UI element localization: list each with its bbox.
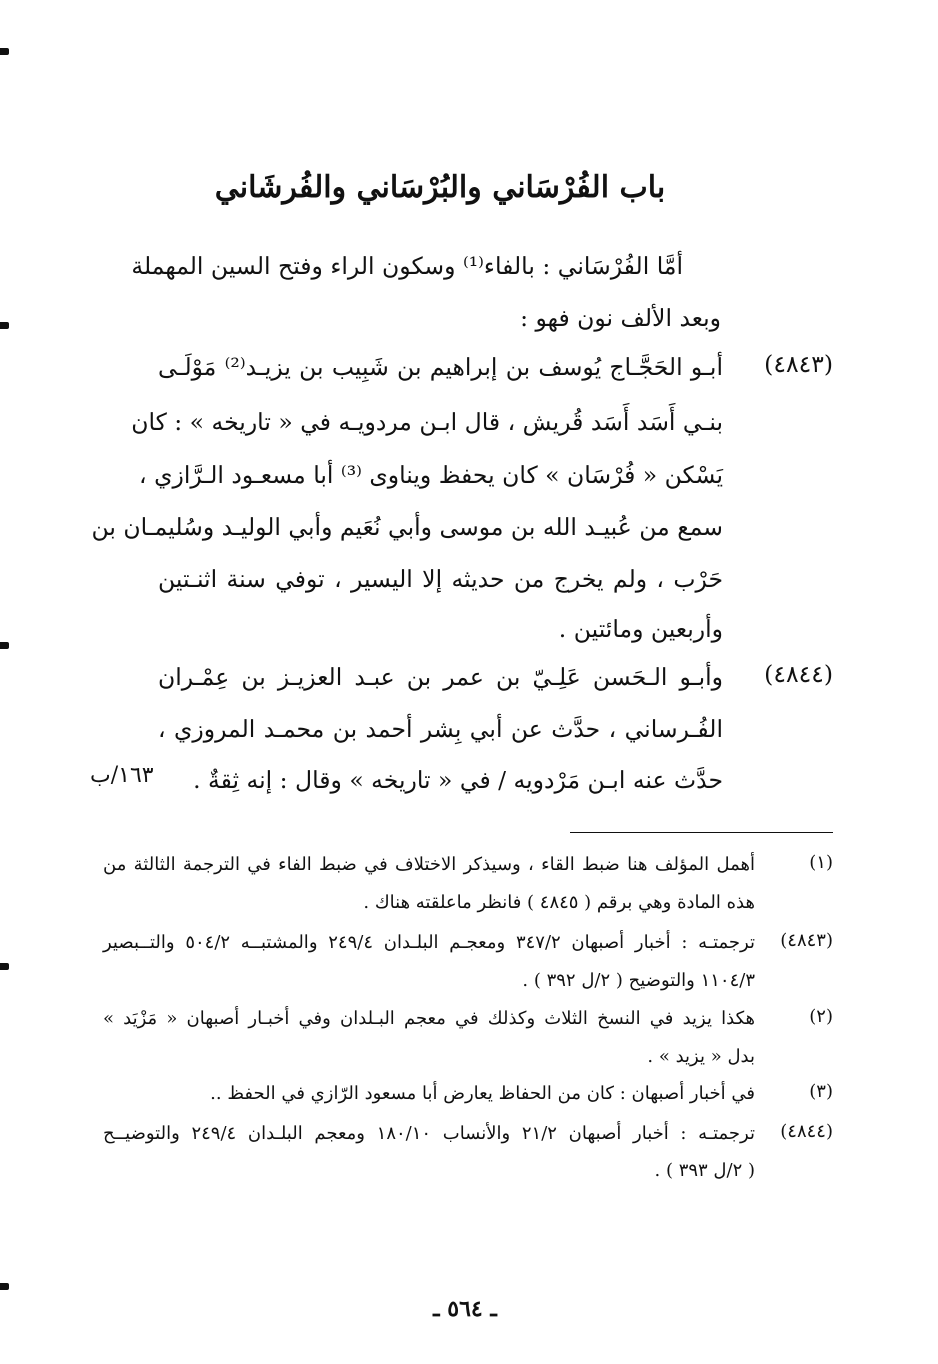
- margin-folio-note: ١٦٣/ب: [90, 763, 154, 788]
- chapter-title: باب الفُرْسَاني والبُرْسَاني والفُرشَاني: [214, 170, 666, 205]
- footnote-line: في أخبار أصبهان : كان من الحفاظ يعارض أبا مسعود الرّازي في الحفظ ..: [210, 1083, 755, 1104]
- intro-line: وبعد الألف نون فهو :: [520, 304, 721, 332]
- footnote-line: هذه المادة وهي برقم ( ٤٨٤٥ ) فانظر ماعلقته هناك .: [363, 892, 755, 913]
- edge-mark: [0, 1283, 9, 1290]
- footnote-line: ترجمتـه : أخبار أصبهان ٢١/٢ والأنساب ١٨٠/١٠ ومعجم البلـدان ٢٤٩/٤ والتوضيــح: [103, 1123, 756, 1144]
- footnote-line: ترجمتـه : أخبار أصبهان ٣٤٧/٢ ومعجـم البلـدان ٢٤٩/٤ والمشتبــه ٥٠٤/٢ والتــبصير: [103, 932, 755, 953]
- page-number: ـ ٥٦٤ ـ: [433, 1296, 497, 1322]
- footnote-line: أهمل المؤلف هنا ضبط القاء ، وسيذكر الاختلاف في ضبط الفاء في الترجمة الثالثة من: [103, 854, 755, 875]
- footnote-marker: (٣): [809, 1081, 833, 1102]
- footnote-line: ( ٢/ل ٣٩٣ ) .: [654, 1160, 755, 1181]
- footnote-marker: (٤٨٤٤): [780, 1121, 833, 1142]
- edge-mark: [0, 963, 9, 970]
- edge-mark: [0, 48, 9, 55]
- entry-number: (٤٨٤٣): [764, 350, 833, 378]
- entry-line: وأربعين ومائتين .: [558, 615, 723, 643]
- edge-mark: [0, 642, 9, 649]
- entry-line: يَسْكن « فُرْسَان » كان يحفظ ويناوى ⁽³⁾ أبا مسعـود الـرَّازي ،: [139, 461, 723, 489]
- entry-line: الفُـرساني ، حدَّث عن أبي بِشر أحمد بن محمـد المروزي ،: [158, 715, 723, 743]
- footnote-marker: (٢): [809, 1006, 833, 1027]
- footnote-separator: [570, 832, 833, 833]
- entry-line: أبـو الحَجَّـاج يُوسف بن إبراهيم بن شَبِيب بن يزيـد⁽²⁾ مَوْلَـى: [158, 353, 723, 381]
- entry-number: (٤٨٤٤): [764, 660, 833, 688]
- entry-line: وأبـو الـحَسن عَلِـيّ بن عمر بن عبـد العزيـز بن عِمْـران: [158, 663, 723, 691]
- edge-mark: [0, 322, 9, 329]
- entry-line: سمع من عُبيـد الله بن موسى وأبي نُعَيم وأبي الوليـد وسُليمـان بن: [91, 513, 723, 541]
- entry-line: بنـي أَسَد أَسَد قُريش ، قال ابـن مردويـه في « تاريخه » : كان: [131, 408, 723, 436]
- intro-line: أمَّا الفُرْسَاني : بالفاء⁽¹⁾ وسكون الراء وفتح السين المهملة: [131, 252, 683, 280]
- entry-line: حَرْب ، ولم يخرج من حديثه إلا اليسير ، توفي سنة اثنـتين: [158, 565, 723, 593]
- entry-line: حدَّث عنه ابـن مَرْدويه / في « تاريخه » وقال : إنه ثِقةٌ .: [193, 766, 723, 794]
- footnote-marker: (٤٨٤٣): [780, 930, 833, 951]
- footnote-line: بدل « يزيد » .: [647, 1046, 755, 1067]
- footnote-line: ١١٠٤/٣ والتوضيح ( ٢/ل ٣٩٢ ) .: [522, 970, 755, 991]
- footnote-line: هكذا يزيد في النسخ الثلاث وكذلك في معجم البـلدان وفي أخبـار أصبهان « مَزْيَد »: [103, 1008, 755, 1029]
- footnote-marker: (١): [809, 852, 833, 873]
